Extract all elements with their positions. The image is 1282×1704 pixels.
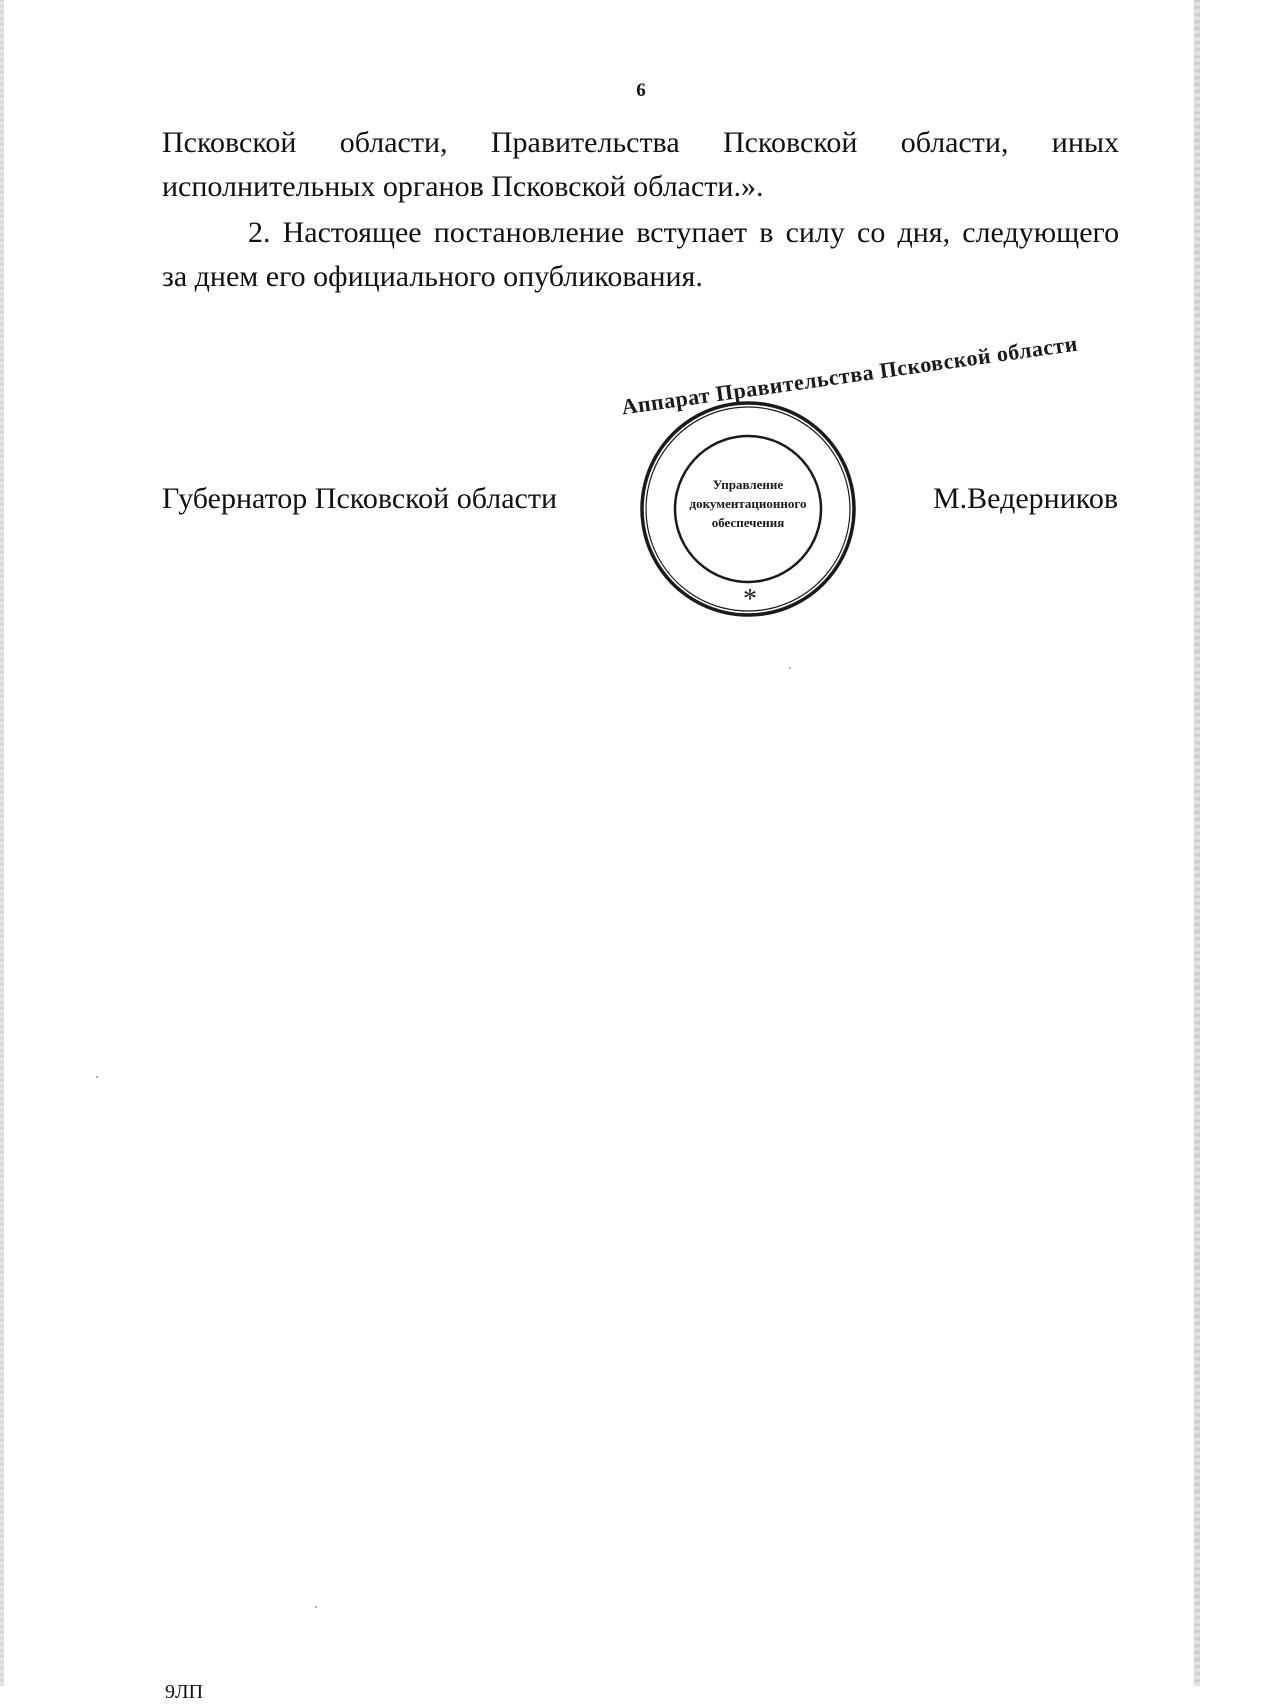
scan-speck <box>315 1606 317 1608</box>
paragraph-2 <box>162 211 1119 299</box>
word: силу <box>785 216 845 249</box>
document-code: 9ЛП <box>165 1681 204 1703</box>
word: постановление <box>433 216 625 249</box>
seal-outer-text: Аппарат Правительства Псковской области <box>619 330 1080 420</box>
word: Правительства <box>490 126 680 159</box>
word: Псковской <box>722 126 858 159</box>
word: области, <box>900 126 1009 159</box>
seal-star-icon: * <box>743 584 757 615</box>
paragraph-2-line-2: за днем его официального опубликования. <box>162 260 703 293</box>
seal-center-line-1: Управление <box>712 477 784 492</box>
scan-speck <box>789 667 791 669</box>
word: со <box>857 216 886 249</box>
word: иных <box>1051 126 1120 159</box>
word: в <box>759 216 774 249</box>
scan-edge-left <box>0 0 4 1686</box>
paragraph-1 <box>162 121 1119 209</box>
word: Настоящее <box>282 216 422 249</box>
paragraph-1-line-1 <box>162 121 1119 165</box>
signatory-name: М.Ведерников <box>932 482 1118 515</box>
seal-center-line-3: обеспечения <box>711 515 785 530</box>
word: дня, <box>897 216 951 249</box>
page-number: 6 <box>636 80 646 101</box>
signatory-title: Губернатор Псковской области <box>162 482 558 515</box>
word: Псковской <box>162 126 297 159</box>
word: 2. <box>248 216 271 249</box>
scan-speck <box>96 1076 98 1078</box>
seal-center-line-2: документационного <box>689 496 807 511</box>
paragraph-1-line-2: исполнительных органов Псковской области.». <box>162 170 764 203</box>
word: вступает <box>636 216 748 249</box>
scan-edge-right <box>1194 0 1200 1686</box>
word: области, <box>339 126 448 159</box>
word: следующего <box>962 216 1120 249</box>
paragraph-2-line-1 <box>162 211 1119 255</box>
